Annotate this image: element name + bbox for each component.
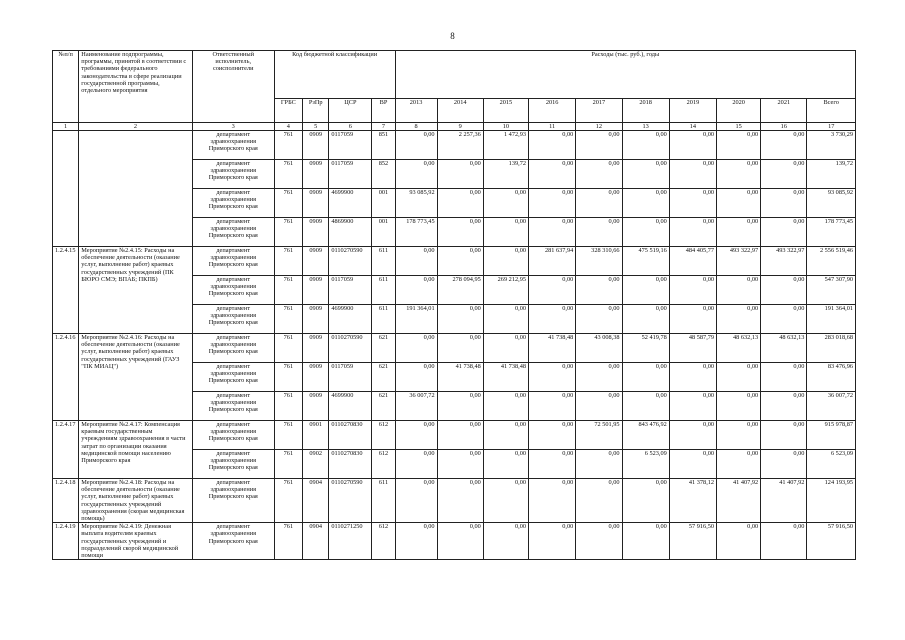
- total-cell: 283 018,68: [807, 334, 856, 363]
- grbs-cell: 761: [274, 450, 302, 479]
- header-name: Наименование подпрограммы, программы, принятой в соответствии с требованиями федерального законодательства в сфере реализации государственной программы, отдельного мероприятия: [79, 51, 192, 123]
- header-grbs: ГРБС: [274, 99, 302, 123]
- amount-cell: 0,00: [529, 218, 576, 247]
- amount-cell: 0,00: [576, 189, 622, 218]
- column-number: 13: [622, 123, 669, 131]
- amount-cell: 0,00: [717, 392, 761, 421]
- item-number: 1.2.4.15: [53, 247, 79, 334]
- vr-cell: 611: [372, 247, 395, 276]
- amount-cell: 0,00: [437, 392, 483, 421]
- grbs-cell: 761: [274, 160, 302, 189]
- column-number: 3: [192, 123, 274, 131]
- item-number: [53, 131, 79, 247]
- total-cell: 2 556 519,46: [807, 247, 856, 276]
- amount-cell: 139,72: [483, 160, 528, 189]
- total-cell: 139,72: [807, 160, 856, 189]
- csr-cell: 0110271250: [329, 523, 372, 560]
- amount-cell: 0,00: [395, 450, 437, 479]
- rzpr-cell: 0909: [303, 160, 329, 189]
- item-name: [79, 131, 192, 247]
- grbs-cell: 761: [274, 363, 302, 392]
- amount-cell: 0,00: [395, 247, 437, 276]
- item-name: Мероприятие №2.4.17: Компенсация краевым государственным учреждениям здравоохранения в части затрат по организации оказания медицинской помощи населению Приморского края: [79, 421, 192, 479]
- csr-cell: 0117059: [329, 276, 372, 305]
- column-number: 9: [437, 123, 483, 131]
- amount-cell: 0,00: [717, 131, 761, 160]
- column-number: 4: [274, 123, 302, 131]
- column-number: 6: [329, 123, 372, 131]
- csr-cell: 0110270830: [329, 421, 372, 450]
- amount-cell: 0,00: [717, 218, 761, 247]
- amount-cell: 0,00: [761, 189, 807, 218]
- amount-cell: 0,00: [669, 189, 716, 218]
- amount-cell: 41 407,92: [761, 479, 807, 523]
- rzpr-cell: 0901: [303, 421, 329, 450]
- amount-cell: 0,00: [483, 334, 528, 363]
- responsible-cell: департамент здравоохранения Приморского края: [192, 189, 274, 218]
- amount-cell: 493 322,97: [717, 247, 761, 276]
- amount-cell: 0,00: [576, 450, 622, 479]
- csr-cell: 4699900: [329, 305, 372, 334]
- responsible-cell: департамент здравоохранения Приморского края: [192, 479, 274, 523]
- column-number: 7: [372, 123, 395, 131]
- amount-cell: 0,00: [483, 392, 528, 421]
- amount-cell: 0,00: [717, 450, 761, 479]
- header-csr: ЦСР: [329, 99, 372, 123]
- vr-cell: 612: [372, 421, 395, 450]
- column-number: 15: [717, 123, 761, 131]
- amount-cell: 0,00: [669, 363, 716, 392]
- vr-cell: 612: [372, 450, 395, 479]
- amount-cell: 0,00: [622, 276, 669, 305]
- amount-cell: 93 085,92: [395, 189, 437, 218]
- amount-cell: 0,00: [717, 421, 761, 450]
- amount-cell: 328 310,66: [576, 247, 622, 276]
- table-body: [53, 131, 856, 560]
- amount-cell: 0,00: [761, 421, 807, 450]
- responsible-cell: департамент здравоохранения Приморского края: [192, 421, 274, 450]
- table-row: [53, 334, 856, 363]
- total-cell: 57 916,50: [807, 523, 856, 560]
- amount-cell: 36 007,72: [395, 392, 437, 421]
- amount-cell: 0,00: [437, 218, 483, 247]
- amount-cell: 0,00: [717, 160, 761, 189]
- amount-cell: 0,00: [669, 392, 716, 421]
- table-row: [53, 523, 856, 560]
- header-year: 2013: [395, 99, 437, 123]
- amount-cell: 0,00: [395, 276, 437, 305]
- amount-cell: 0,00: [717, 523, 761, 560]
- amount-cell: 0,00: [669, 131, 716, 160]
- header-year: 2016: [529, 99, 576, 123]
- amount-cell: 0,00: [761, 131, 807, 160]
- amount-cell: 0,00: [529, 363, 576, 392]
- amount-cell: 0,00: [529, 450, 576, 479]
- total-cell: 178 773,45: [807, 218, 856, 247]
- csr-cell: 0110270590: [329, 334, 372, 363]
- column-number: 17: [807, 123, 856, 131]
- amount-cell: 0,00: [437, 160, 483, 189]
- header-responsible: Ответственный исполнитель, соисполнители: [192, 51, 274, 123]
- amount-cell: 0,00: [669, 305, 716, 334]
- amount-cell: 41 407,92: [717, 479, 761, 523]
- vr-cell: 611: [372, 276, 395, 305]
- vr-cell: 001: [372, 218, 395, 247]
- header-year: 2021: [761, 99, 807, 123]
- csr-cell: 0110270830: [329, 450, 372, 479]
- amount-cell: 0,00: [529, 189, 576, 218]
- header-vr: ВР: [372, 99, 395, 123]
- rzpr-cell: 0909: [303, 218, 329, 247]
- amount-cell: 52 419,78: [622, 334, 669, 363]
- column-number: 10: [483, 123, 528, 131]
- amount-cell: 0,00: [576, 305, 622, 334]
- amount-cell: 0,00: [483, 523, 528, 560]
- header-year: 2019: [669, 99, 716, 123]
- amount-cell: 0,00: [761, 392, 807, 421]
- amount-cell: 0,00: [529, 479, 576, 523]
- amount-cell: 0,00: [576, 363, 622, 392]
- header-year: 2017: [576, 99, 622, 123]
- amount-cell: 0,00: [669, 450, 716, 479]
- responsible-cell: департамент здравоохранения Приморского края: [192, 276, 274, 305]
- rzpr-cell: 0909: [303, 276, 329, 305]
- amount-cell: 0,00: [576, 479, 622, 523]
- amount-cell: 0,00: [483, 421, 528, 450]
- responsible-cell: департамент здравоохранения Приморского края: [192, 131, 274, 160]
- amount-cell: 0,00: [395, 160, 437, 189]
- amount-cell: 0,00: [622, 189, 669, 218]
- amount-cell: 281 637,94: [529, 247, 576, 276]
- item-number: 1.2.4.16: [53, 334, 79, 421]
- header-budget-code: Код бюджетной классификации: [274, 51, 395, 99]
- amount-cell: 0,00: [483, 218, 528, 247]
- amount-cell: 0,00: [576, 131, 622, 160]
- vr-cell: 851: [372, 131, 395, 160]
- total-cell: 93 085,92: [807, 189, 856, 218]
- amount-cell: 0,00: [437, 305, 483, 334]
- vr-cell: 621: [372, 363, 395, 392]
- amount-cell: 493 322,97: [761, 247, 807, 276]
- amount-cell: 0,00: [622, 363, 669, 392]
- total-cell: 191 364,01: [807, 305, 856, 334]
- amount-cell: 0,00: [483, 189, 528, 218]
- rzpr-cell: 0904: [303, 523, 329, 560]
- amount-cell: 0,00: [576, 218, 622, 247]
- amount-cell: 0,00: [529, 131, 576, 160]
- rzpr-cell: 0904: [303, 479, 329, 523]
- vr-cell: 852: [372, 160, 395, 189]
- amount-cell: 0,00: [395, 334, 437, 363]
- vr-cell: 611: [372, 479, 395, 523]
- amount-cell: 0,00: [761, 450, 807, 479]
- table-row: [53, 247, 856, 276]
- rzpr-cell: 0909: [303, 305, 329, 334]
- column-number: 2: [79, 123, 192, 131]
- total-cell: 3 730,29: [807, 131, 856, 160]
- column-number: 14: [669, 123, 716, 131]
- amount-cell: 0,00: [669, 276, 716, 305]
- column-number: 12: [576, 123, 622, 131]
- vr-cell: 621: [372, 334, 395, 363]
- amount-cell: 0,00: [669, 421, 716, 450]
- table-row: [53, 479, 856, 523]
- amount-cell: 1 472,93: [483, 131, 528, 160]
- amount-cell: 0,00: [395, 131, 437, 160]
- rzpr-cell: 0909: [303, 392, 329, 421]
- csr-cell: 0110270590: [329, 247, 372, 276]
- amount-cell: 0,00: [529, 276, 576, 305]
- amount-cell: 0,00: [717, 276, 761, 305]
- amount-cell: 0,00: [395, 479, 437, 523]
- amount-cell: 41 738,48: [529, 334, 576, 363]
- column-number: 11: [529, 123, 576, 131]
- amount-cell: 0,00: [717, 305, 761, 334]
- amount-cell: 0,00: [483, 479, 528, 523]
- csr-cell: 0117059: [329, 363, 372, 392]
- item-number: 1.2.4.18: [53, 479, 79, 523]
- responsible-cell: департамент здравоохранения Приморского края: [192, 305, 274, 334]
- responsible-cell: департамент здравоохранения Приморского края: [192, 247, 274, 276]
- grbs-cell: 761: [274, 247, 302, 276]
- amount-cell: 0,00: [529, 160, 576, 189]
- grbs-cell: 761: [274, 131, 302, 160]
- vr-cell: 001: [372, 189, 395, 218]
- amount-cell: 48 587,79: [669, 334, 716, 363]
- amount-cell: 0,00: [483, 450, 528, 479]
- header-num: №п/п: [53, 51, 79, 123]
- column-number-row: [53, 123, 856, 131]
- amount-cell: 41 378,12: [669, 479, 716, 523]
- grbs-cell: 761: [274, 479, 302, 523]
- grbs-cell: 761: [274, 392, 302, 421]
- column-number: 16: [761, 123, 807, 131]
- amount-cell: 0,00: [483, 305, 528, 334]
- rzpr-cell: 0909: [303, 363, 329, 392]
- column-number: 8: [395, 123, 437, 131]
- amount-cell: 0,00: [576, 276, 622, 305]
- amount-cell: 2 257,36: [437, 131, 483, 160]
- table-row: [53, 421, 856, 450]
- responsible-cell: департамент здравоохранения Приморского края: [192, 334, 274, 363]
- grbs-cell: 761: [274, 189, 302, 218]
- rzpr-cell: 0909: [303, 131, 329, 160]
- amount-cell: 0,00: [576, 523, 622, 560]
- grbs-cell: 761: [274, 305, 302, 334]
- header-rzpr: РзПр: [303, 99, 329, 123]
- amount-cell: 72 501,95: [576, 421, 622, 450]
- item-number: 1.2.4.19: [53, 523, 79, 560]
- amount-cell: 0,00: [395, 523, 437, 560]
- amount-cell: 0,00: [529, 421, 576, 450]
- amount-cell: 0,00: [529, 523, 576, 560]
- amount-cell: 0,00: [761, 160, 807, 189]
- csr-cell: 4699900: [329, 189, 372, 218]
- amount-cell: 6 523,09: [622, 450, 669, 479]
- amount-cell: 0,00: [437, 450, 483, 479]
- amount-cell: 0,00: [717, 189, 761, 218]
- amount-cell: 0,00: [669, 218, 716, 247]
- responsible-cell: департамент здравоохранения Приморского края: [192, 523, 274, 560]
- csr-cell: 4699900: [329, 392, 372, 421]
- amount-cell: 0,00: [437, 189, 483, 218]
- grbs-cell: 761: [274, 421, 302, 450]
- rzpr-cell: 0909: [303, 334, 329, 363]
- grbs-cell: 761: [274, 276, 302, 305]
- responsible-cell: департамент здравоохранения Приморского края: [192, 392, 274, 421]
- amount-cell: 48 632,13: [717, 334, 761, 363]
- responsible-cell: департамент здравоохранения Приморского края: [192, 218, 274, 247]
- amount-cell: 191 364,01: [395, 305, 437, 334]
- amount-cell: 0,00: [622, 523, 669, 560]
- amount-cell: 57 916,50: [669, 523, 716, 560]
- vr-cell: 611: [372, 305, 395, 334]
- amount-cell: 0,00: [576, 160, 622, 189]
- amount-cell: 0,00: [622, 131, 669, 160]
- amount-cell: 0,00: [437, 523, 483, 560]
- total-cell: 547 307,90: [807, 276, 856, 305]
- grbs-cell: 761: [274, 523, 302, 560]
- amount-cell: 0,00: [395, 363, 437, 392]
- amount-cell: 0,00: [483, 247, 528, 276]
- amount-cell: 43 008,38: [576, 334, 622, 363]
- responsible-cell: департамент здравоохранения Приморского края: [192, 363, 274, 392]
- amount-cell: 41 738,48: [437, 363, 483, 392]
- rzpr-cell: 0909: [303, 247, 329, 276]
- amount-cell: 0,00: [437, 421, 483, 450]
- amount-cell: 0,00: [529, 392, 576, 421]
- amount-cell: 0,00: [761, 523, 807, 560]
- total-cell: 36 007,72: [807, 392, 856, 421]
- amount-cell: 0,00: [437, 479, 483, 523]
- header-year: 2018: [622, 99, 669, 123]
- total-cell: 83 476,96: [807, 363, 856, 392]
- amount-cell: 0,00: [622, 160, 669, 189]
- total-cell: 6 523,09: [807, 450, 856, 479]
- responsible-cell: департамент здравоохранения Приморского края: [192, 450, 274, 479]
- amount-cell: 0,00: [529, 305, 576, 334]
- amount-cell: 269 212,95: [483, 276, 528, 305]
- amount-cell: 0,00: [669, 160, 716, 189]
- vr-cell: 612: [372, 523, 395, 560]
- column-number: 1: [53, 123, 79, 131]
- amount-cell: 843 476,92: [622, 421, 669, 450]
- amount-cell: 41 738,48: [483, 363, 528, 392]
- csr-cell: 4869900: [329, 218, 372, 247]
- page-number: 8: [450, 31, 455, 41]
- item-number: 1.2.4.17: [53, 421, 79, 479]
- amount-cell: 484 405,77: [669, 247, 716, 276]
- column-number: 5: [303, 123, 329, 131]
- grbs-cell: 761: [274, 218, 302, 247]
- budget-table: [52, 50, 856, 560]
- amount-cell: 0,00: [395, 421, 437, 450]
- total-cell: 124 193,95: [807, 479, 856, 523]
- responsible-cell: департамент здравоохранения Приморского края: [192, 160, 274, 189]
- amount-cell: 475 519,16: [622, 247, 669, 276]
- header-year: 2015: [483, 99, 528, 123]
- item-name: Мероприятие №2.4.19: Денежная выплата водителям краевых государственных учреждений и подразделений скорой медицинской помощи: [79, 523, 192, 560]
- amount-cell: 178 773,45: [395, 218, 437, 247]
- amount-cell: 0,00: [761, 363, 807, 392]
- header-year: 2020: [717, 99, 761, 123]
- amount-cell: 0,00: [437, 334, 483, 363]
- amount-cell: 0,00: [761, 218, 807, 247]
- table-row: [53, 131, 856, 160]
- total-cell: 915 978,87: [807, 421, 856, 450]
- item-name: Мероприятие №2.4.15: Расходы на обеспечение деятельности (оказание услуг, выполнение работ) краевых государственных учреждений (ПК БЮРО СМЭ; ВПАБ; ПКПБ): [79, 247, 192, 334]
- vr-cell: 621: [372, 392, 395, 421]
- grbs-cell: 761: [274, 334, 302, 363]
- amount-cell: 0,00: [761, 276, 807, 305]
- amount-cell: 0,00: [576, 392, 622, 421]
- amount-cell: 0,00: [622, 218, 669, 247]
- item-name: Мероприятие №2.4.18: Расходы на обеспечение деятельности (оказание услуг, выполнение работ) краевых государственных учреждений здравоохранения (скорая медицинская помощь): [79, 479, 192, 523]
- rzpr-cell: 0902: [303, 450, 329, 479]
- amount-cell: 0,00: [622, 305, 669, 334]
- header-expenses: Расходы (тыс. руб.), годы: [395, 51, 855, 99]
- amount-cell: 0,00: [437, 247, 483, 276]
- csr-cell: 0110270590: [329, 479, 372, 523]
- amount-cell: 0,00: [717, 363, 761, 392]
- amount-cell: 0,00: [761, 305, 807, 334]
- item-name: Мероприятие №2.4.16: Расходы на обеспечение деятельности (оказание услуг, выполнение работ) краевых государственных учреждений (ГАУЗ "ПК МИАЦ"): [79, 334, 192, 421]
- rzpr-cell: 0909: [303, 189, 329, 218]
- header-total: Всего: [807, 99, 856, 123]
- csr-cell: 0117059: [329, 131, 372, 160]
- header-year: 2014: [437, 99, 483, 123]
- amount-cell: 0,00: [622, 479, 669, 523]
- amount-cell: 278 094,95: [437, 276, 483, 305]
- amount-cell: 48 632,13: [761, 334, 807, 363]
- amount-cell: 0,00: [622, 392, 669, 421]
- csr-cell: 0117059: [329, 160, 372, 189]
